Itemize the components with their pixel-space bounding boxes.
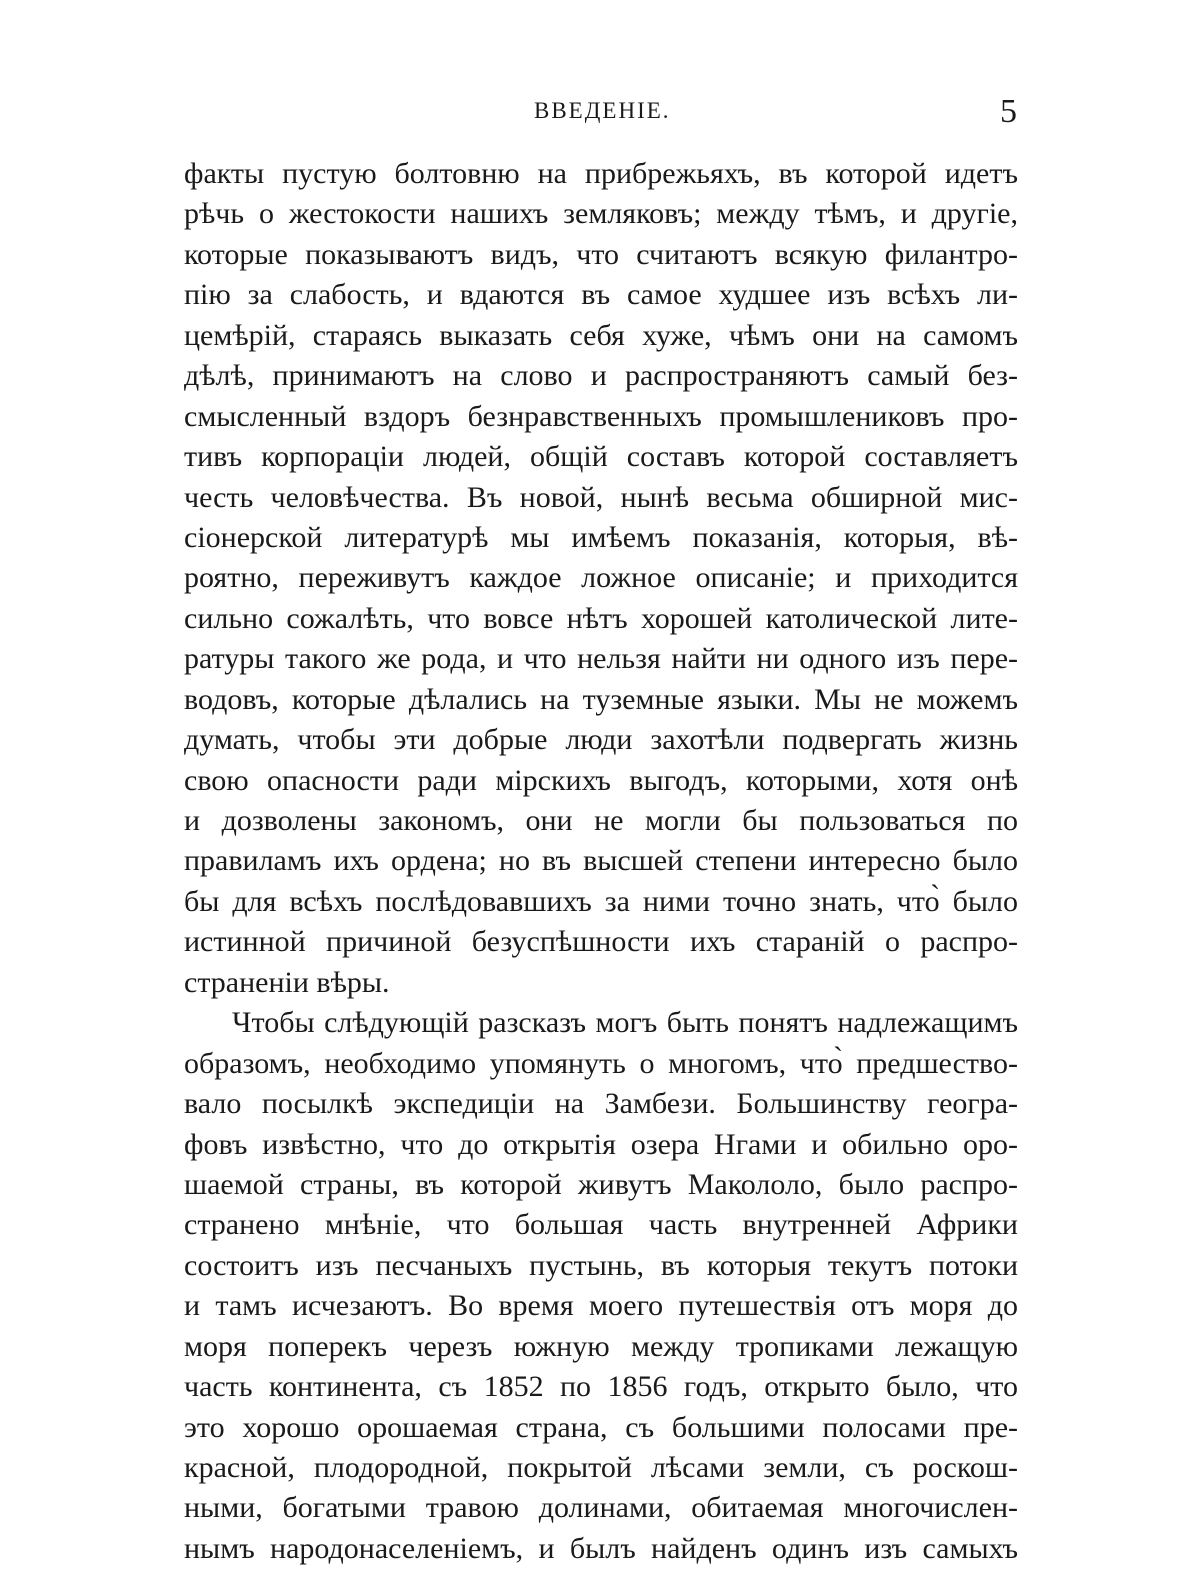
running-title: ВВЕДЕНІЕ.: [534, 98, 671, 123]
paragraph: [184, 154, 1018, 1003]
text-line: нымъ народонаселеніемъ, и былъ найденъ одинъ изъ самыхъ: [184, 1531, 1018, 1565]
text-line: образомъ, необходимо упомянуть о многомъ, что̀ предшество-: [184, 1046, 1018, 1080]
paragraph: [184, 1003, 1018, 1569]
text-line: факты пустую болтовню на прибрежьяхъ, въ которой идетъ: [184, 157, 1018, 190]
text-line: состоитъ изъ песчаныхъ пустынь, въ которыя текутъ потоки: [184, 1248, 1018, 1282]
text-line: которые показываютъ видъ, что считаютъ всякую филантро-: [184, 237, 1018, 271]
text-line: и дозволены закономъ, они не могли бы пользоваться по: [184, 804, 1018, 837]
text-line: водовъ, которые дѣлались на туземные языки. Мы не можемъ: [184, 682, 1018, 716]
text-line: фовъ извѣстно, что до открытія озера Нгами и обильно оро-: [184, 1127, 1018, 1161]
text-line: страненіи вѣры.: [184, 965, 390, 999]
text-line: пію за слабость, и вдаются въ самое худшее изъ всѣхъ ли-: [184, 278, 1018, 312]
text-line: честь человѣчества. Въ новой, нынѣ весьма обширной мис-: [184, 480, 1018, 514]
text-line: ратуры такого же рода, и что нельзя найти ни одного изъ пере-: [184, 642, 1018, 676]
text-line: смысленный вздоръ безнравственныхъ промышлениковъ про-: [184, 399, 1018, 433]
text-line: рѣчь о жестокости нашихъ земляковъ; между тѣмъ, и другіе,: [184, 197, 1018, 231]
text-line: сильно сожалѣть, что вовсе нѣтъ хорошей католической лите-: [184, 601, 1018, 635]
text-line: истинной причиной безуспѣшности ихъ стараній о распро-: [184, 925, 1018, 959]
text-line: вало посылкѣ экспедиціи на Замбези. Большинству геогра-: [184, 1087, 1018, 1121]
text-line: думать, чтобы эти добрые люди захотѣли подвергать жизнь: [184, 723, 1018, 757]
text-line: моря поперекъ черезъ южную между тропиками лежащую: [184, 1329, 1018, 1363]
text-line: свою опасности ради мірскихъ выгодъ, которыми, хотя онѣ: [184, 763, 1018, 797]
text-line: цемѣрій, стараясь выказать себя хуже, чѣмъ они на самомъ: [184, 318, 1018, 352]
text-line: и тамъ исчезаютъ. Во время моего путешествія отъ моря до: [184, 1289, 1018, 1323]
body-text: [184, 154, 1018, 1569]
text-line: роятно, переживутъ каждое ложное описаніе; и приходится: [184, 561, 1018, 595]
text-line: правиламъ ихъ ордена; но въ высшей степени интересно было: [184, 844, 1018, 878]
text-line: дѣлѣ, принимаютъ на слово и распространяютъ самый без-: [184, 359, 1018, 393]
text-line: ными, богатыми травою долинами, обитаемая многочислен-: [184, 1491, 1018, 1525]
text-line: шаемой страны, въ которой живутъ Макололо, было распро-: [184, 1167, 1018, 1201]
text-line: сіонерской литературѣ мы имѣемъ показанія, которыя, вѣ-: [184, 520, 1018, 554]
text-line: это хорошо орошаемая страна, съ большими полосами пре-: [184, 1410, 1018, 1444]
text-line: тивъ корпораціи людей, общій составъ которой составляетъ: [184, 440, 1018, 474]
text-line: странено мнѣніе, что большая часть внутренней Африки: [184, 1208, 1018, 1242]
text-line: красной, плодородной, покрытой лѣсами земли, съ роскош-: [184, 1451, 1018, 1484]
text-line: бы для всѣхъ послѣдовавшихъ за ними точно знать, что̀ было: [184, 884, 1018, 918]
page-number: 5: [1000, 93, 1017, 130]
text-line: часть континента, съ 1852 по 1856 годъ, открыто было, что: [184, 1370, 1018, 1404]
text-line: Чтобы слѣдующій разсказъ могъ быть понятъ надлежащимъ: [232, 1006, 1018, 1040]
